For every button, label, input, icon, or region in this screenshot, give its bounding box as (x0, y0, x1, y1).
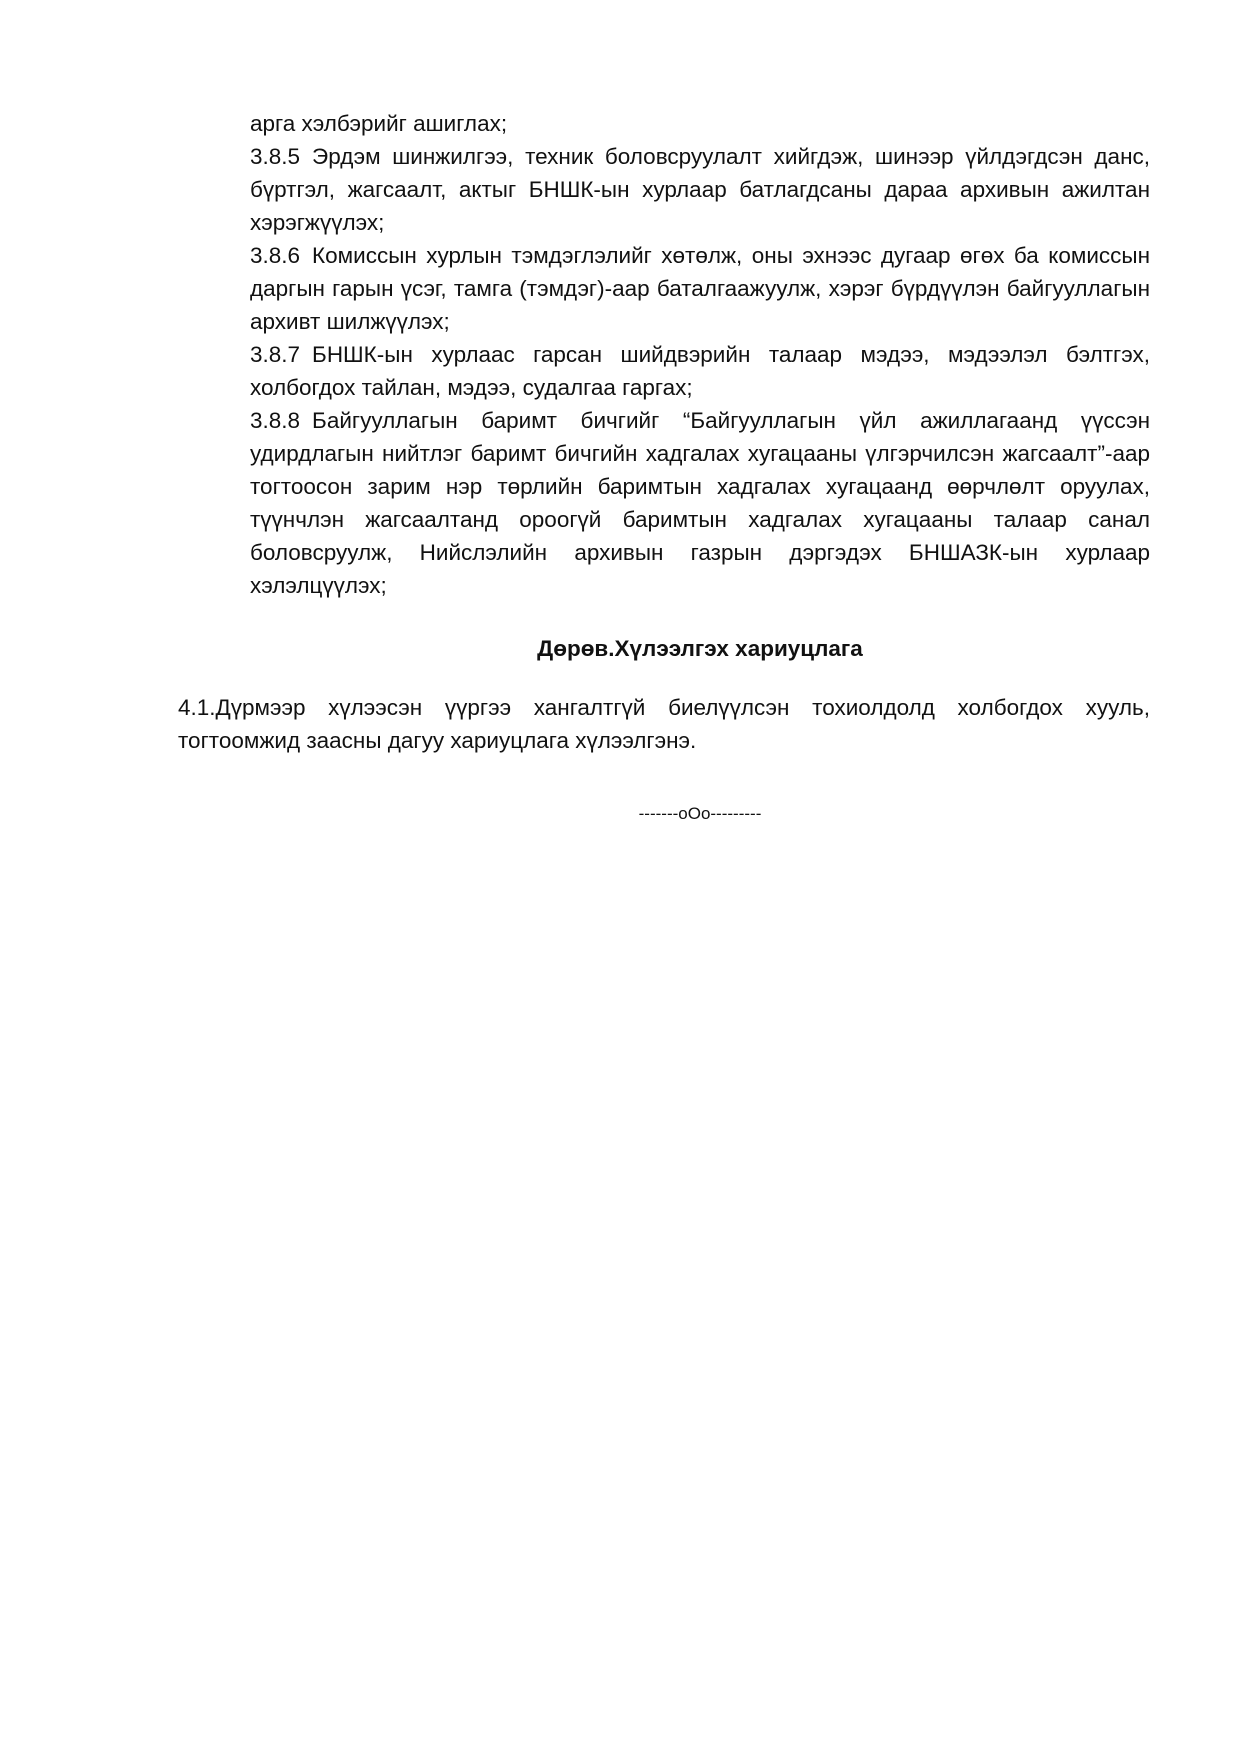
section-3-8-continued (250, 107, 1150, 602)
item-number: 3.8.5 (250, 144, 301, 169)
item-number: 3.8.6 (250, 243, 301, 268)
item-3-8-7 (250, 338, 1150, 404)
clause-4-1 (178, 691, 1150, 757)
item-number: 3.8.8 (250, 408, 301, 433)
clause-number: 4.1. (178, 695, 216, 720)
item-text: Байгууллагын баримт бичгийг “Байгууллагын үйл ажиллагаанд үүссэн удирдлагын нийтлэг баримт бичгийн хадгалах хугацааны үлгэрчилсэн жагсаалт”-аар тогтоосон зарим нэр төрлийн баримтын хадгалах хугацаанд өөрчлөлт оруулах, түүнчлэн жагсаалтанд ороогүй баримтын хадгалах хугацааны талаар санал боловсруулж, Нийслэлийн архивын газрын дэргэдэх БНШАЗК-ын хурлаар хэлэлцүүлэх; (250, 408, 1150, 598)
continuation-line: арга хэлбэрийг ашиглах; (250, 111, 508, 136)
item-3-8-6 (250, 239, 1150, 338)
item-3-8-5 (250, 140, 1150, 239)
clause-text: Дүрмээр хүлээсэн үүргээ хангалтгүй биелүүлсэн тохиолдолд холбогдох хууль, тогтоомжид заасны дагуу хариуцлага хүлээлгэнэ. (178, 695, 1150, 753)
end-mark: -------oOo--------- (638, 804, 762, 823)
item-text: Эрдэм шинжилгээ, техник боловсруулалт хийгдэж, шинээр үйлдэгдсэн данс, бүртгэл, жагсаалт, актыг БНШК-ын хурлаар батлагдсаны дараа архивын ажилтан хэрэгжүүлэх; (250, 144, 1150, 235)
item-text: Комиссын хурлын тэмдэглэлийг хөтөлж, оны эхнээс дугаар өгөх ба комиссын даргын гарын үсэг, тамга (тэмдэг)-аар баталгаажуулж, хэрэг бүрдүүлэн байгууллагын архивт шилжүүлэх; (250, 243, 1150, 334)
item-3-8-8 (250, 404, 1150, 602)
item-number: 3.8.7 (250, 342, 301, 367)
item-text: БНШК-ын хурлаас гарсан шийдвэрийн талаар мэдээ, мэдээлэл бэлтгэх, холбогдох тайлан, мэдээ, судалгаа гаргах; (250, 342, 1150, 400)
section-heading: Дөрөв.Хүлээлгэх хариуцлага (537, 636, 863, 661)
